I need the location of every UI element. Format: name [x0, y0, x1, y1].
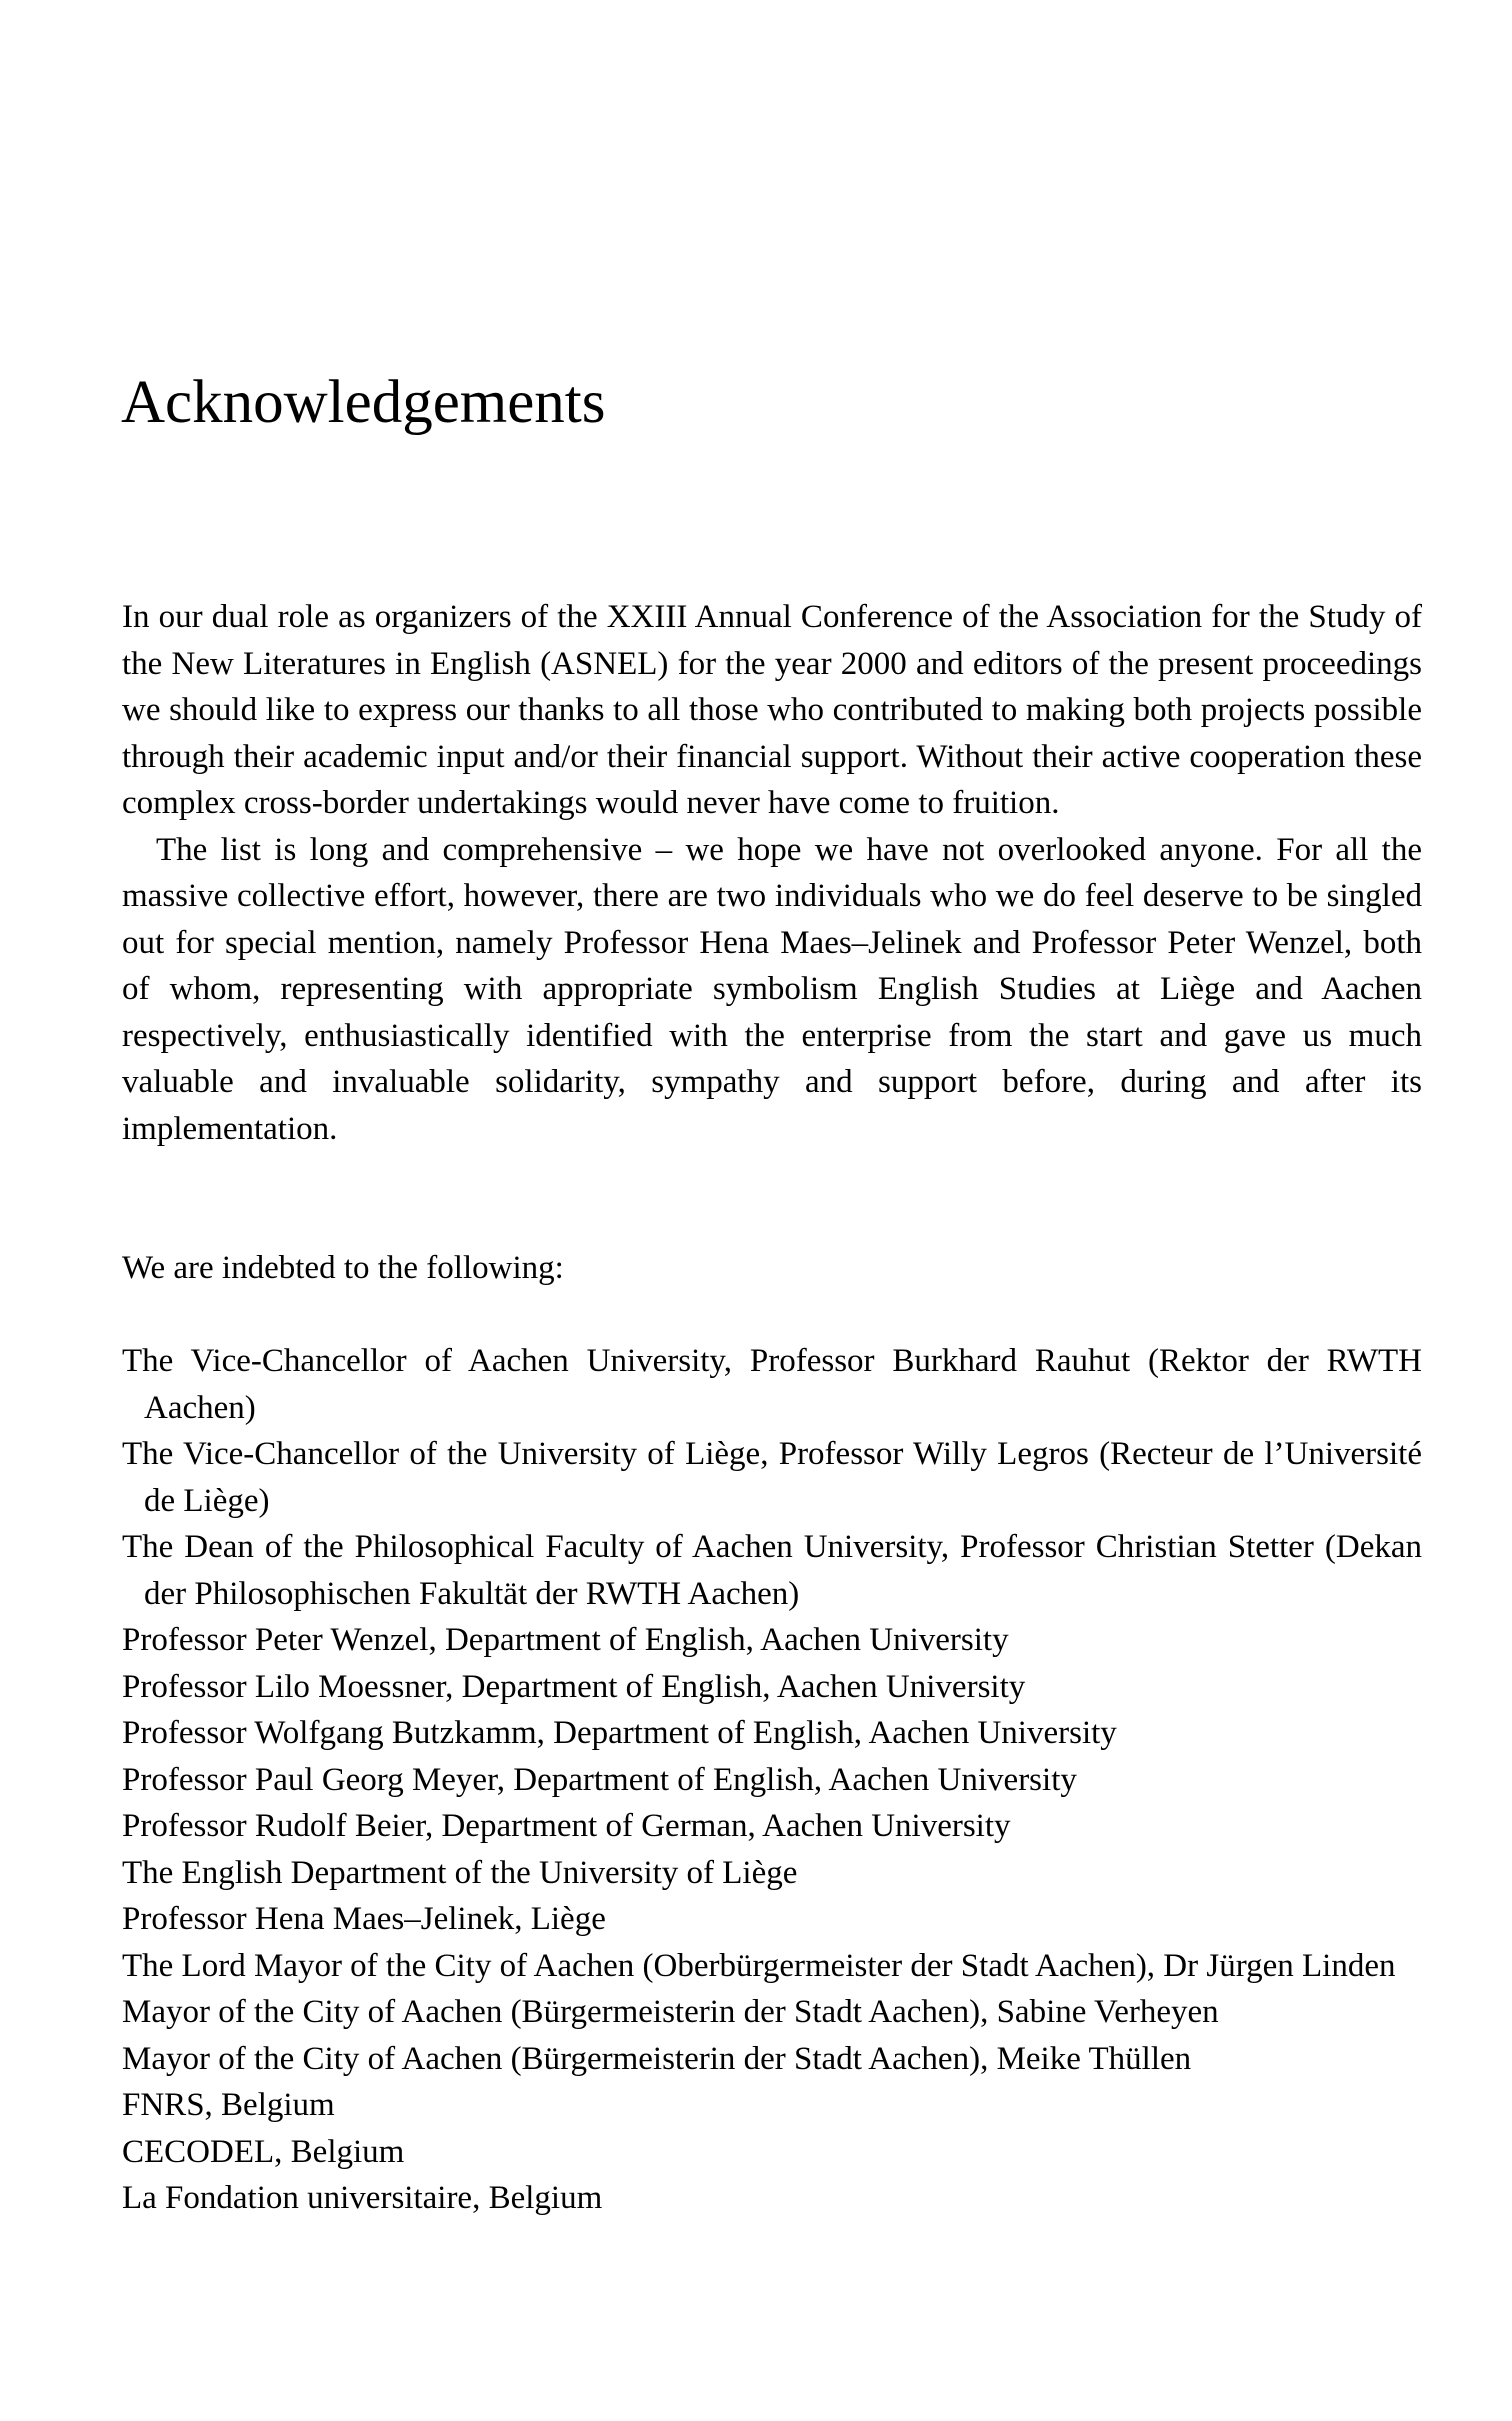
list-item: The English Department of the University of Liège — [122, 1854, 798, 1891]
list-item: Professor Lilo Moessner, Department of English, Aachen University — [122, 1668, 1026, 1705]
list-item: The Vice-Chancellor of the University of Liège, Professor Willy Legros (Recteur de l’Université de Liège) — [122, 1436, 1422, 1519]
list-item: La Fondation universitaire, Belgium — [122, 2180, 603, 2216]
list-item: Mayor of the City of Aachen (Bürgermeisterin der Stadt Aachen), Sabine Verheyen — [122, 1994, 1219, 2030]
list-item: CECODEL, Belgium — [122, 2133, 405, 2170]
list-item: The Lord Mayor of the City of Aachen (Oberbürgermeister der Stadt Aachen), Dr Jürgen Linden — [122, 1947, 1396, 1984]
list-item: Professor Hena Maes–Jelinek, Liège — [122, 1901, 606, 1937]
list-item: The Dean of the Philosophical Faculty of Aachen University, Professor Christian Stetter (Dekan der Philosophischen Fakultät der RWTH Aachen) — [122, 1529, 1422, 1612]
list-item: Professor Peter Wenzel, Department of English, Aachen University — [122, 1622, 1009, 1658]
indebted-intro: We are indebted to the following: — [122, 1250, 564, 1286]
acknowledgement-list — [122, 1338, 1422, 2222]
list-item: Professor Wolfgang Butzkamm, Department of English, Aachen University — [122, 1715, 1117, 1751]
list-item: The Vice-Chancellor of Aachen University, Professor Burkhard Rauhut (Rektor der RWTH Aachen) — [122, 1343, 1422, 1426]
special-mention-paragraph: The list is long and comprehensive – we hope we have not overlooked anyone. For all the massive collective effort, however, there are two individuals who we do feel deserve to be singled out for special mention, namely Professor Hena Maes–Jelinek and Professor Peter Wenzel, both of whom, representing with appropriate symbolism English Studies at Liège and Aachen respectively, enthusiastically identified with the enterprise from the start and gave us much valuable and invaluable solidarity, sympathy and support before, during and after its implementation. — [122, 831, 1422, 1147]
list-item: FNRS, Belgium — [122, 2087, 335, 2123]
intro-section — [122, 594, 1422, 1152]
page-title: Acknowledgements — [121, 369, 606, 436]
list-item: Mayor of the City of Aachen (Bürgermeisterin der Stadt Aachen), Meike Thüllen — [122, 2040, 1192, 2077]
list-item: Professor Paul Georg Meyer, Department of English, Aachen University — [122, 1761, 1077, 1798]
list-item: Professor Rudolf Beier, Department of German, Aachen University — [122, 1808, 1011, 1844]
intro-paragraph: In our dual role as organizers of the XXIII Annual Conference of the Association for the Study of the New Literatures in English (ASNEL) for the year 2000 and editors of the present proceedings we should like to express our thanks to all those who contributed to making both projects possible through their academic input and/or their financial support. Without their active cooperation these complex cross-border undertakings would never have come to fruition. — [122, 599, 1422, 821]
